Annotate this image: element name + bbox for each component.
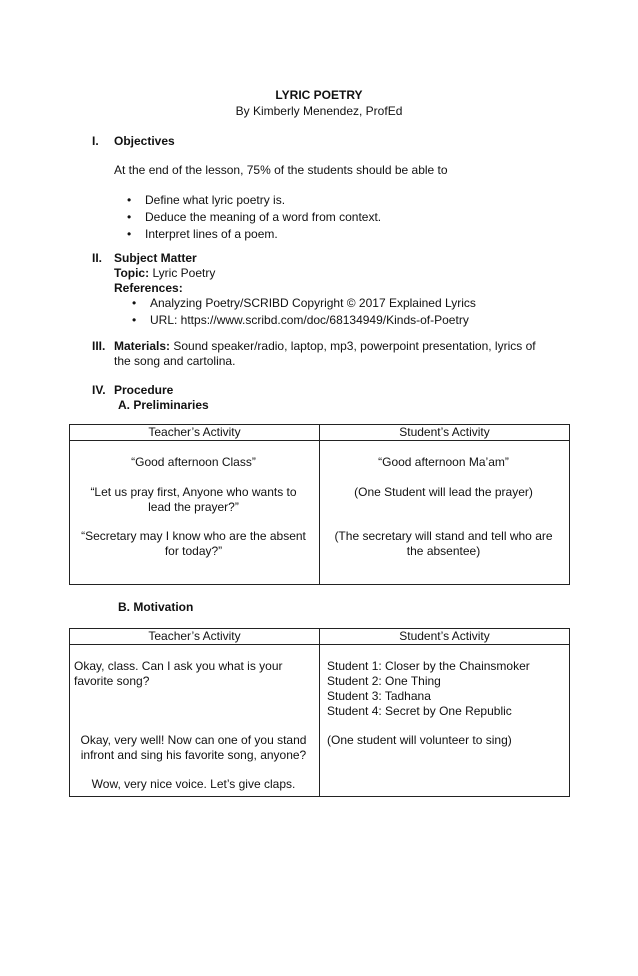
column-header-student: Student’s Activity <box>320 425 570 441</box>
section-number-procedure: IV. <box>92 383 106 397</box>
preliminaries-table <box>69 424 570 585</box>
materials-line-2: the song and cartolina. <box>114 354 236 368</box>
teacher-line: lead the prayer?” <box>148 500 239 514</box>
section-number-subject: II. <box>92 251 103 265</box>
student-activity-cell <box>320 441 570 585</box>
section-heading-procedure: Procedure <box>114 383 174 397</box>
references-list <box>150 296 476 330</box>
list-item: • URL: https://www.scribd.com/doc/68134949/Kinds-of-Poetry <box>150 313 476 330</box>
teacher-line: “Secretary may I know who are the absent <box>81 529 306 543</box>
student-line: Student 2: One Thing <box>327 674 441 688</box>
topic-label: Topic: <box>114 266 150 280</box>
teacher-line: Okay, very well! Now can one of you stand <box>80 733 307 747</box>
student-line: (One Student will lead the prayer) <box>354 485 533 499</box>
teacher-line: for today?” <box>164 544 223 558</box>
teacher-line: Okay, class. Can I ask you what is your <box>74 659 283 673</box>
student-activity-cell <box>320 645 570 797</box>
student-line: (The secretary will stand and tell who are <box>334 529 553 543</box>
column-header-teacher: Teacher’s Activity <box>70 629 320 645</box>
teacher-line: “Let us pray first, Anyone who wants to <box>90 485 297 499</box>
objectives-list <box>145 193 381 244</box>
section-number-materials: III. <box>92 339 106 353</box>
materials-text: Sound speaker/radio, laptop, mp3, powerpoint presentation, lyrics of <box>170 339 536 353</box>
motivation-table <box>69 628 570 797</box>
materials-line-1 <box>114 339 536 354</box>
student-line: “Good afternoon Ma’am” <box>378 455 509 469</box>
subsection-motivation: B. Motivation <box>118 600 194 614</box>
author-line: By Kimberly Menendez, ProfEd <box>235 104 403 118</box>
list-item: • Define what lyric poetry is. <box>145 193 381 210</box>
objectives-intro: At the end of the lesson, 75% of the students should be able to <box>114 163 448 177</box>
section-number-objectives: I. <box>92 134 99 148</box>
subsection-preliminaries: A. Preliminaries <box>118 398 209 412</box>
list-item: • Analyzing Poetry/SCRIBD Copyright © 2017 Explained Lyrics <box>150 296 476 313</box>
list-item: • Deduce the meaning of a word from context. <box>145 210 381 227</box>
teacher-line: “Good afternoon Class” <box>131 455 256 469</box>
student-line: Student 4: Secret by One Republic <box>327 704 512 718</box>
references-label: References: <box>114 281 183 295</box>
column-header-student: Student’s Activity <box>320 629 570 645</box>
table-header-row <box>70 425 570 441</box>
teacher-line: favorite song? <box>74 674 150 688</box>
student-line: (One student will volunteer to sing) <box>327 733 512 747</box>
section-heading-objectives: Objectives <box>114 134 175 148</box>
materials-label: Materials: <box>114 339 171 353</box>
list-item: • Interpret lines of a poem. <box>145 227 381 244</box>
table-header-row <box>70 629 570 645</box>
column-header-teacher: Teacher’s Activity <box>70 425 320 441</box>
student-line: Student 3: Tadhana <box>327 689 431 703</box>
student-line: the absentee) <box>406 544 481 558</box>
teacher-activity-cell <box>70 645 320 797</box>
student-line: Student 1: Closer by the Chainsmoker <box>327 659 530 673</box>
table-row <box>70 645 570 797</box>
table-row <box>70 441 570 585</box>
teacher-activity-cell <box>70 441 320 585</box>
section-heading-subject: Subject Matter <box>114 251 197 265</box>
topic-line <box>114 266 215 281</box>
teacher-line: infront and sing his favorite song, anyone? <box>80 748 307 762</box>
document-title: LYRIC POETRY <box>275 88 363 102</box>
topic-value: Lyric Poetry <box>149 266 216 280</box>
teacher-line: Wow, very nice voice. Let’s give claps. <box>91 777 296 791</box>
